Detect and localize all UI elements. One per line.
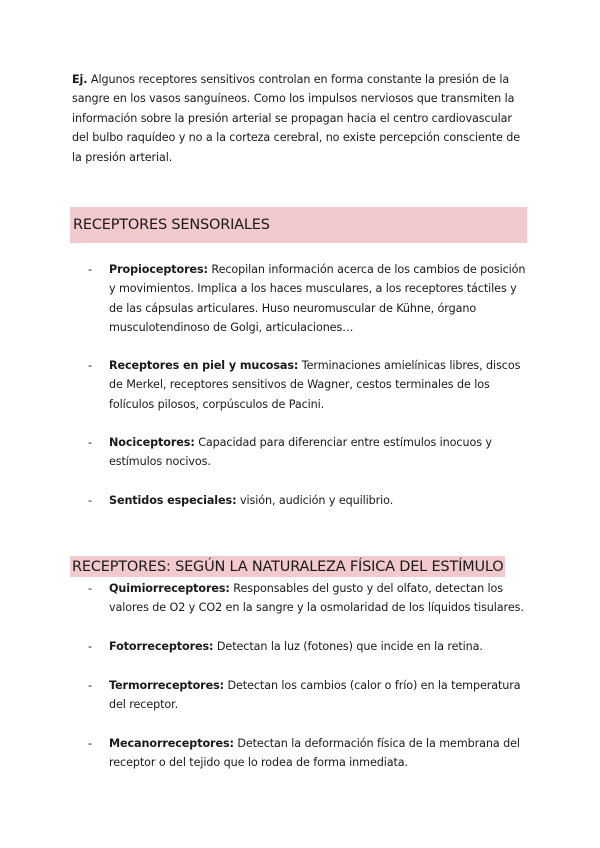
item-text: Terminaciones amielínicas libres, discos de Merkel, receptores sensitivos de Wagner, cestos terminales de los folículos pilosos, corpúsculos de Pacini. [109,359,521,411]
bullet-dash: - [88,737,92,750]
list-item [88,676,530,715]
intro-text: Algunos receptores sensitivos controlan en forma constante la presión de la sangre en los vasos sanguíneos. Como los impulsos nerviosos que transmiten la información sobre la presión arterial se propagan hacia el centro cardiovascular del bulbo raquídeo y no a la corteza cerebral, no existe percepción consciente de la presión arterial. [72,73,521,164]
item-text: Detectan los cambios (calor o frío) en la temperatura del receptor. [109,679,521,712]
bullet-dash: - [88,679,92,692]
list-item [88,356,530,414]
list-item [88,260,530,338]
item-text: visión, audición y equilibrio. [239,494,394,507]
item-term: Receptores en piel y mucosas: [109,359,299,372]
item-term: Termorreceptores: [109,679,225,692]
item-term: Quimiorreceptores: [109,582,230,595]
bullet-dash: - [88,263,92,276]
item-term: Nociceptores: [109,436,195,449]
bullet-dash: - [88,640,92,653]
item-term: Sentidos especiales: [109,494,237,507]
bullet-dash: - [88,436,92,449]
list-item [88,491,530,510]
bullet-dash: - [88,582,92,595]
section1-title: RECEPTORES SENSORIALES [73,217,270,233]
list-item [88,433,530,472]
item-text: Responsables del gusto y del olfato, detectan los valores de O2 y CO2 en la sangre y la osmolaridad de los líquidos tisulares. [109,582,524,615]
item-term: Mecanorreceptores: [109,737,234,750]
list-item [88,637,530,656]
section2-title: RECEPTORES: SEGÚN LA NATURALEZA FÍSICA DEL ESTÍMULO [72,559,504,575]
item-term: Propioceptores: [109,263,208,276]
list-item [88,734,530,773]
item-term: Fotorreceptores: [109,640,214,653]
item-text: Detectan la luz (fotones) que incide en la retina. [216,640,483,653]
intro-paragraph [72,70,528,167]
list-item [88,579,530,618]
item-text: Detectan la deformación física de la membrana del receptor o del tejido que lo rodea de forma inmediata. [109,737,520,770]
item-text: Recopilan información acerca de los cambios de posición y movimientos. Implica a los haces musculares, a los receptores táctiles y de las cápsulas articulares. Huso neuromuscular de Kühne, órgano musculotendinoso de Golgi, articulaciones… [109,263,526,335]
bullet-dash: - [88,359,92,372]
section-heading-receptores-sensoriales [70,207,527,243]
item-text: Capacidad para diferenciar entre estímulos inocuos y estímulos nocivos. [109,436,492,469]
intro-label: Ej. [72,73,88,86]
bullet-dash: - [88,494,92,507]
section-heading-naturaleza-estimulo [70,556,505,577]
